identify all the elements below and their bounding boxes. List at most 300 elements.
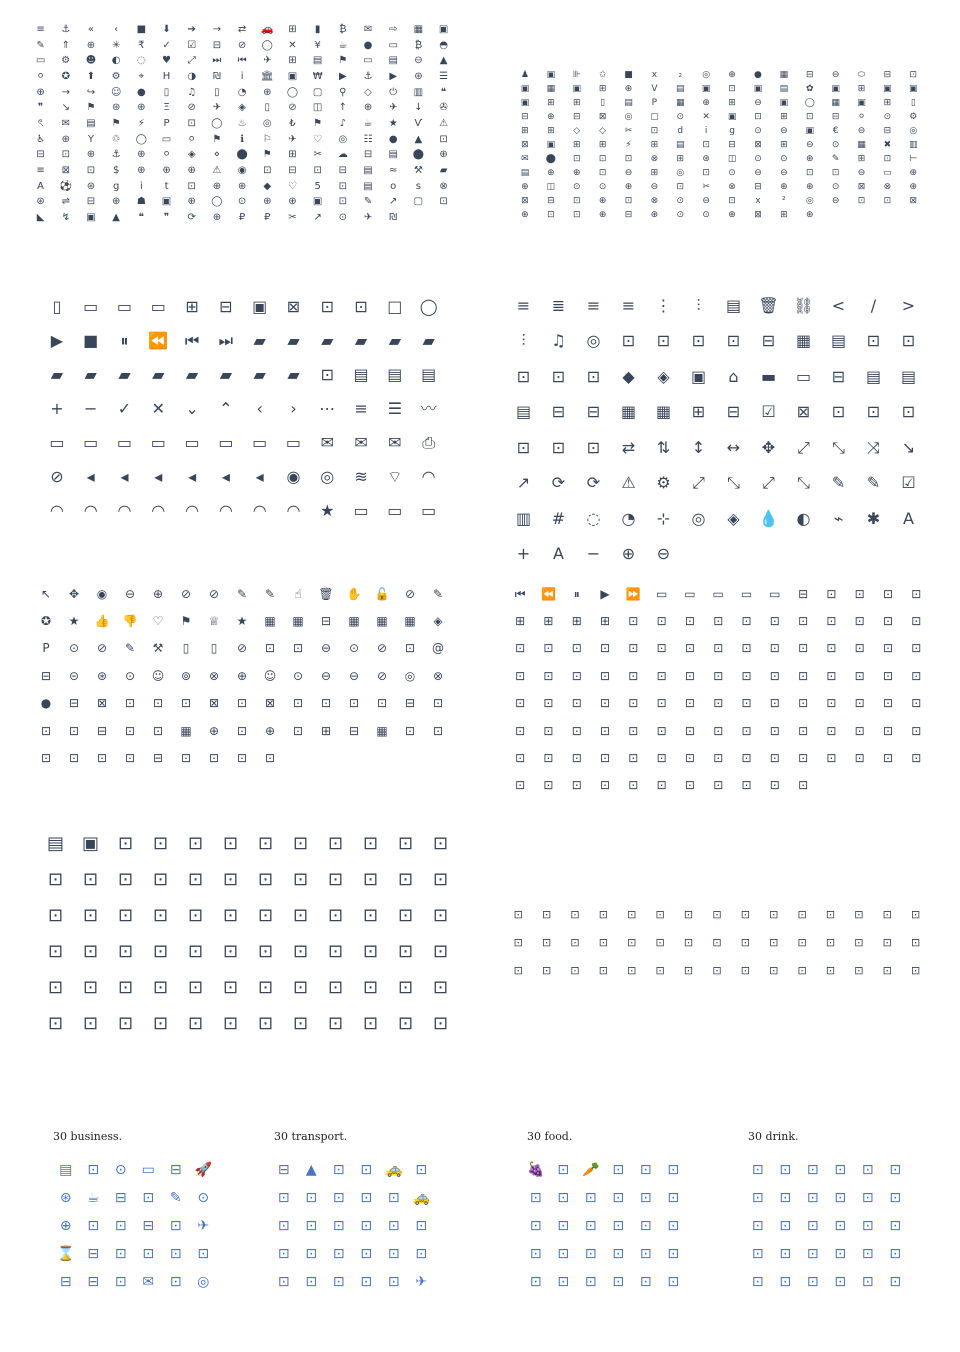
glyph-icon: ▭	[387, 501, 403, 520]
glyph-icon: ⊡	[208, 751, 220, 766]
glyph-icon: ⊡	[516, 366, 531, 386]
glyph-icon: ⊡	[557, 1162, 570, 1178]
glyph-icon: ⊡	[152, 1013, 169, 1034]
glyph-icon: ▭	[353, 501, 369, 520]
glyph-icon: ⊡	[117, 869, 134, 890]
glyph-icon: ⊡	[40, 723, 52, 738]
glyph-icon: ⊡	[264, 751, 276, 766]
glyph-icon: ⇄	[621, 437, 636, 457]
glyph-icon: ⊡	[684, 723, 695, 738]
glyph-icon: ⊡	[882, 668, 894, 683]
glyph-icon: ↪	[86, 86, 96, 98]
glyph-icon: ⊡	[751, 1218, 764, 1234]
glyph-icon: ৎ	[37, 117, 44, 129]
glyph-icon: ▯	[210, 641, 218, 656]
glyph-icon: ▰	[50, 365, 64, 384]
glyph-icon: ⊡	[854, 696, 865, 711]
glyph-icon: ⊡	[82, 941, 99, 962]
glyph-icon: ▭	[184, 433, 200, 452]
glyph-icon: ⊡	[397, 977, 414, 998]
glyph-icon: ⊹	[656, 508, 671, 528]
glyph-icon: ◎	[320, 467, 335, 486]
glyph-icon: ✎	[264, 586, 276, 601]
glyph-icon: ◎	[676, 167, 685, 178]
glyph-icon: ⊡	[47, 977, 64, 998]
glyph-icon: ☰	[439, 70, 449, 82]
glyph-icon: ◂	[255, 467, 264, 486]
glyph-icon: ⊞	[515, 614, 526, 629]
glyph-icon: ≋	[354, 467, 368, 486]
glyph-icon: P	[651, 97, 658, 108]
glyph-icon: ⊡	[571, 778, 582, 793]
glyph-icon: ⊡	[292, 905, 309, 926]
glyph-icon: ⊞	[598, 139, 607, 150]
glyph-icon: ▦	[413, 23, 424, 35]
glyph-icon: ⇌	[61, 196, 70, 208]
glyph-icon: ⊡	[397, 869, 414, 890]
glyph-icon: ⊡	[584, 1218, 597, 1234]
glyph-icon: A	[903, 508, 914, 528]
glyph-icon: ◠	[117, 501, 132, 520]
glyph-icon: ◈	[433, 614, 443, 629]
glyph-icon: ⚑	[313, 117, 323, 129]
glyph-icon: ⊡	[257, 905, 274, 926]
glyph-icon: ⊕	[86, 39, 96, 51]
glyph-icon: Ξ	[163, 102, 170, 114]
glyph-icon: ◫	[546, 181, 556, 192]
glyph-icon: ◠	[49, 501, 64, 520]
glyph-icon: ⊛	[111, 102, 121, 114]
glyph-icon: ⌂	[728, 366, 739, 386]
glyph-icon: ⊡	[222, 941, 239, 962]
glyph-icon: ⊙	[883, 111, 892, 122]
glyph-icon: ▤	[830, 331, 847, 351]
glyph-icon: ✎	[169, 1190, 182, 1206]
glyph-icon: ⊖	[754, 97, 762, 108]
glyph-icon: ☝	[294, 586, 302, 601]
glyph-icon: ⊡	[901, 402, 916, 422]
glyph-icon: ⊡	[806, 1218, 819, 1234]
glyph-icon: ⊡	[713, 751, 724, 766]
glyph-icon: 5	[314, 180, 321, 192]
glyph-icon: ⊡	[263, 165, 272, 177]
glyph-icon: ◂	[188, 467, 197, 486]
glyph-icon: ⊡	[152, 869, 169, 890]
glyph-icon: ⊖	[754, 167, 762, 178]
glyph-icon: ◇	[599, 125, 607, 136]
glyph-icon: ⊕	[263, 86, 272, 98]
glyph-icon: ⊠	[61, 165, 70, 177]
glyph-icon: ⊙	[348, 641, 360, 656]
glyph-icon: ⊚	[180, 668, 192, 683]
glyph-icon: ⊡	[584, 1274, 597, 1290]
glyph-icon: ⊟	[726, 402, 741, 422]
glyph-icon: ⊙	[338, 212, 348, 224]
glyph-icon: ▦	[264, 614, 276, 629]
glyph-icon: ⚡	[137, 117, 145, 129]
glyph-icon: ✕	[151, 399, 165, 418]
glyph-icon: ▤	[59, 1162, 73, 1178]
glyph-icon: ⚑	[212, 133, 222, 145]
glyph-icon: ⊕	[263, 196, 272, 208]
glyph-icon: ⟳	[187, 212, 196, 224]
glyph-icon: ✎	[124, 641, 136, 656]
glyph-icon: ▭	[150, 433, 166, 452]
glyph-icon: ⊡	[513, 907, 523, 921]
glyph-icon: ⊙	[292, 668, 304, 683]
glyph-icon: ⊡	[779, 1274, 792, 1290]
glyph-icon: ⊟	[219, 297, 233, 316]
glyph-icon: ✥	[761, 437, 776, 457]
glyph-icon: ⊡	[650, 125, 659, 136]
glyph-icon: ▰	[118, 365, 131, 384]
glyph-icon: ↕	[691, 437, 706, 457]
glyph-icon: ⊡	[82, 1013, 99, 1034]
glyph-icon: ⊡	[332, 1162, 345, 1178]
glyph-icon: ⊡	[866, 402, 881, 422]
glyph-icon: ◠	[286, 501, 301, 520]
glyph-icon: ⊡	[702, 167, 710, 178]
glyph-icon: ⊛	[96, 668, 108, 683]
glyph-icon: ⊡	[667, 1218, 680, 1234]
glyph-icon: ⊡	[600, 751, 611, 766]
glyph-icon: ⚪	[36, 70, 45, 82]
glyph-icon: ⊡	[327, 905, 344, 926]
glyph-icon: ⚑	[180, 614, 192, 629]
glyph-icon: ⤢	[692, 473, 705, 493]
glyph-icon: ◈	[727, 508, 740, 528]
glyph-icon: ⊡	[82, 977, 99, 998]
glyph-icon: ⊕	[208, 723, 220, 738]
glyph-icon: ✖	[883, 139, 892, 150]
glyph-icon: ●	[136, 86, 146, 98]
glyph-icon: ⊡	[439, 196, 448, 208]
glyph-icon: ▦	[376, 614, 388, 629]
glyph-icon: ▬	[760, 366, 777, 386]
glyph-icon: ◎	[702, 69, 711, 80]
glyph-icon: ⊡	[543, 641, 554, 656]
glyph-icon: ▲	[439, 55, 448, 67]
glyph-icon: ⊡	[439, 133, 448, 145]
glyph-icon: ◠	[421, 467, 436, 486]
glyph-icon: ⊘	[187, 102, 196, 114]
glyph-icon: ✿	[805, 83, 814, 94]
glyph-icon: ⊡	[432, 696, 444, 711]
glyph-icon: ▦	[655, 402, 672, 422]
glyph-icon: ⊕	[288, 196, 297, 208]
glyph-icon: ⊞	[780, 111, 788, 122]
glyph-icon: ⏮	[237, 55, 247, 67]
glyph-icon: ⊡	[387, 1274, 400, 1290]
glyph-icon: P	[42, 641, 50, 656]
glyph-icon: ⊖	[857, 167, 866, 178]
glyph-icon: ⊡	[305, 1246, 318, 1262]
glyph-icon: ⊘	[376, 668, 388, 683]
glyph-icon: ⊡	[612, 1218, 625, 1234]
glyph-icon: i	[240, 70, 244, 82]
glyph-icon: ⊡	[624, 153, 633, 164]
glyph-icon: ⊡	[114, 1218, 127, 1234]
glyph-icon: ⊛	[59, 1190, 72, 1206]
icon-set-8	[504, 900, 930, 984]
glyph-icon: ▣	[909, 83, 918, 94]
glyph-icon: ✎	[432, 586, 444, 601]
glyph-icon: ▣	[161, 196, 172, 208]
glyph-icon: ▦	[404, 614, 416, 629]
glyph-icon: ⊡	[639, 1246, 652, 1262]
glyph-icon: ⊡	[432, 869, 449, 890]
glyph-icon: ▰	[388, 331, 402, 350]
glyph-icon: ⊡	[571, 723, 582, 738]
glyph-icon: ⊡	[124, 723, 136, 738]
glyph-icon: ⊕	[805, 209, 814, 220]
glyph-icon: ⊡	[861, 1218, 874, 1234]
glyph-icon: ⊟	[152, 751, 164, 766]
glyph-icon: ⊖	[624, 167, 633, 178]
glyph-icon: ▰	[253, 365, 266, 384]
glyph-icon: ⊡	[600, 696, 611, 711]
glyph-icon: ⊡	[854, 668, 865, 683]
glyph-icon: ⊡	[655, 907, 665, 921]
glyph-icon: ❞	[163, 212, 170, 224]
glyph-icon: ⊙	[728, 167, 736, 178]
glyph-icon: ◠	[83, 501, 98, 520]
glyph-icon: ✎	[36, 39, 45, 51]
glyph-icon: ⊡	[728, 83, 736, 94]
glyph-icon: ⤨	[867, 437, 880, 457]
glyph-icon: ⊖	[656, 544, 671, 564]
glyph-icon: ⊡	[911, 963, 921, 977]
glyph-icon: ⊡	[779, 1190, 792, 1206]
glyph-icon: ⊠	[909, 195, 918, 206]
glyph-icon: ⊡	[684, 668, 695, 683]
glyph-icon: →	[61, 86, 70, 98]
glyph-icon: ⊡	[236, 696, 248, 711]
glyph-icon: ★	[320, 501, 335, 520]
glyph-icon: ⊡	[854, 641, 865, 656]
glyph-icon: ✓	[117, 399, 132, 418]
glyph-icon: ⊡	[797, 963, 807, 977]
glyph-icon: ⏸	[573, 586, 580, 601]
glyph-icon: ▯	[52, 297, 62, 316]
glyph-icon: ⊡	[713, 641, 724, 656]
glyph-icon: 👎	[122, 614, 138, 629]
glyph-icon: ⊡	[142, 1190, 155, 1206]
glyph-icon: ●	[388, 133, 398, 145]
glyph-icon: ⌖	[138, 70, 145, 82]
glyph-icon: ⊡	[362, 977, 379, 998]
glyph-icon: ⚙	[111, 70, 121, 82]
glyph-icon: ⊡	[624, 195, 633, 206]
glyph-icon: ⊡	[911, 751, 922, 766]
glyph-icon: ⊡	[348, 696, 360, 711]
glyph-icon: x	[755, 195, 761, 206]
glyph-icon: ⊡	[404, 641, 416, 656]
glyph-icon: ⊡	[360, 1190, 373, 1206]
glyph-icon: ⊞	[288, 149, 297, 161]
glyph-icon: ⊞	[572, 97, 581, 108]
glyph-icon: ⊟	[798, 586, 809, 601]
glyph-icon: ⎙	[422, 433, 436, 452]
glyph-icon: ▰	[287, 331, 300, 350]
glyph-icon: 🗑	[318, 586, 334, 601]
glyph-icon: ⊡	[515, 751, 526, 766]
glyph-icon: ▣	[81, 833, 99, 854]
glyph-icon: ▤	[86, 117, 96, 129]
glyph-icon: ◎	[909, 125, 918, 136]
glyph-icon: ☁	[337, 149, 348, 161]
glyph-icon: ◎	[586, 331, 601, 351]
glyph-icon: ⊕	[61, 133, 70, 145]
glyph-icon: ✂	[288, 212, 297, 224]
glyph-icon: ⊡	[541, 963, 552, 977]
glyph-icon: ⊡	[432, 723, 444, 738]
glyph-icon: ⊞	[547, 97, 555, 108]
glyph-icon: ⊡	[691, 331, 706, 351]
glyph-icon: ⊡	[529, 1246, 542, 1262]
glyph-icon: ▶	[50, 331, 64, 350]
glyph-icon: ⊡	[571, 696, 582, 711]
glyph-icon: ⊙	[572, 181, 581, 192]
glyph-icon: ⊡	[683, 907, 694, 921]
glyph-icon: ≡	[354, 399, 368, 418]
icon-set-5	[32, 580, 452, 770]
glyph-icon: ⊡	[600, 668, 611, 683]
glyph-icon: ⊡	[628, 641, 639, 656]
glyph-icon: ⊡	[187, 117, 196, 129]
glyph-icon: ▥	[909, 139, 918, 150]
glyph-icon: ⊡	[515, 668, 526, 683]
glyph-icon: ⊙	[831, 139, 840, 150]
glyph-icon: ▤	[353, 365, 369, 384]
glyph-icon: ⊟	[320, 614, 332, 629]
glyph-icon: ☗	[136, 196, 146, 208]
glyph-icon: ✇	[439, 102, 448, 114]
glyph-icon: ⊡	[628, 668, 639, 683]
glyph-icon: ▦	[292, 614, 304, 629]
glyph-icon: ⊙	[68, 641, 80, 656]
glyph-icon: ⊠	[754, 209, 762, 220]
glyph-icon: ⊡	[612, 1274, 625, 1290]
glyph-icon: ⊡	[292, 869, 309, 890]
glyph-icon: ⊡	[769, 778, 780, 793]
glyph-icon: ⊡	[152, 977, 169, 998]
glyph-icon: ⤡	[832, 437, 845, 457]
glyph-icon: ●	[40, 696, 52, 711]
glyph-icon: ⊡	[639, 1218, 652, 1234]
glyph-icon: ✎	[236, 586, 248, 601]
glyph-icon: ⊡	[889, 1218, 902, 1234]
glyph-icon: ⊡	[362, 1013, 379, 1034]
glyph-icon: ⊞	[676, 153, 685, 164]
glyph-icon: ✂	[624, 125, 633, 136]
glyph-icon: ⊟	[36, 149, 45, 161]
glyph-icon: ⊕	[621, 544, 636, 564]
glyph-icon: ⊡	[684, 614, 695, 629]
glyph-icon: −	[586, 544, 601, 564]
glyph-icon: ⚪	[162, 149, 171, 161]
glyph-icon: ⋮	[655, 295, 672, 315]
glyph-icon: ⏮	[514, 586, 526, 601]
glyph-icon: ⊡	[798, 778, 809, 793]
glyph-icon: g	[112, 180, 120, 192]
icon-set-7	[38, 826, 458, 1048]
glyph-icon: ◯	[286, 86, 299, 98]
icon-grid	[744, 1156, 914, 1296]
glyph-icon: ₺	[289, 117, 296, 129]
glyph-icon: ▣	[86, 212, 96, 224]
glyph-icon: ⊞	[780, 209, 788, 220]
category-title-drink: 30 drink.	[748, 1130, 799, 1143]
glyph-icon: ⊡	[826, 696, 837, 711]
glyph-icon: ✱	[866, 508, 881, 528]
glyph-icon: €	[832, 125, 839, 136]
glyph-icon: ⊡	[557, 1246, 570, 1262]
glyph-icon: ☺	[263, 668, 277, 683]
glyph-icon: ⊡	[857, 195, 866, 206]
glyph-icon: ⊞	[288, 55, 297, 67]
glyph-icon: ⊡	[292, 833, 309, 854]
glyph-icon: ☕	[86, 1190, 100, 1206]
glyph-icon: ⊛	[414, 70, 423, 82]
glyph-icon: ₪	[389, 212, 398, 224]
glyph-icon: ⊟	[728, 139, 736, 150]
glyph-icon: ⊡	[628, 696, 639, 711]
glyph-icon: ⊕	[521, 209, 529, 220]
glyph-icon: ✪	[40, 614, 52, 629]
glyph-icon: ◈	[187, 149, 196, 161]
glyph-icon: ⊡	[683, 935, 694, 949]
glyph-icon: ⊡	[911, 614, 922, 629]
glyph-icon: ₪	[212, 70, 221, 82]
glyph-icon: ⏭	[212, 55, 222, 67]
glyph-icon: ⬤	[412, 149, 424, 161]
glyph-icon: ⚠	[439, 117, 449, 129]
glyph-icon: ⊡	[543, 696, 554, 711]
glyph-icon: ⊗	[650, 195, 659, 206]
glyph-icon: ⊕	[624, 181, 633, 192]
glyph-icon: ⊡	[861, 1190, 874, 1206]
glyph-icon: ◎	[624, 111, 633, 122]
glyph-icon: ↯	[61, 212, 70, 224]
glyph-icon: ≡	[621, 295, 636, 315]
glyph-icon: ⊡	[236, 723, 248, 738]
icon-grid	[40, 290, 446, 528]
glyph-icon: ▣	[690, 366, 707, 386]
glyph-icon: ✋	[346, 586, 362, 601]
glyph-icon: ⊡	[882, 907, 892, 921]
glyph-icon: ♲	[111, 133, 121, 145]
glyph-icon: ⊡	[305, 1274, 318, 1290]
glyph-icon: ⤡	[727, 473, 740, 493]
glyph-icon: ⊡	[741, 668, 752, 683]
glyph-icon: ⊡	[117, 941, 134, 962]
glyph-icon: ⌃	[219, 399, 233, 418]
glyph-icon: ⊗	[728, 181, 736, 192]
glyph-icon: ⏻	[389, 86, 398, 98]
glyph-icon: ⊡	[883, 195, 892, 206]
icon-grid	[52, 1156, 222, 1296]
glyph-icon: ▮	[314, 23, 321, 35]
glyph-icon: ⊡	[432, 833, 449, 854]
glyph-icon: ⊡	[627, 963, 637, 977]
glyph-icon: +	[50, 399, 64, 418]
glyph-icon: ⊡	[656, 696, 667, 711]
glyph-icon: ✉	[61, 117, 70, 129]
glyph-icon: ≡	[516, 295, 531, 315]
glyph-icon: ▭	[141, 1162, 155, 1178]
glyph-icon: ⊡	[362, 905, 379, 926]
